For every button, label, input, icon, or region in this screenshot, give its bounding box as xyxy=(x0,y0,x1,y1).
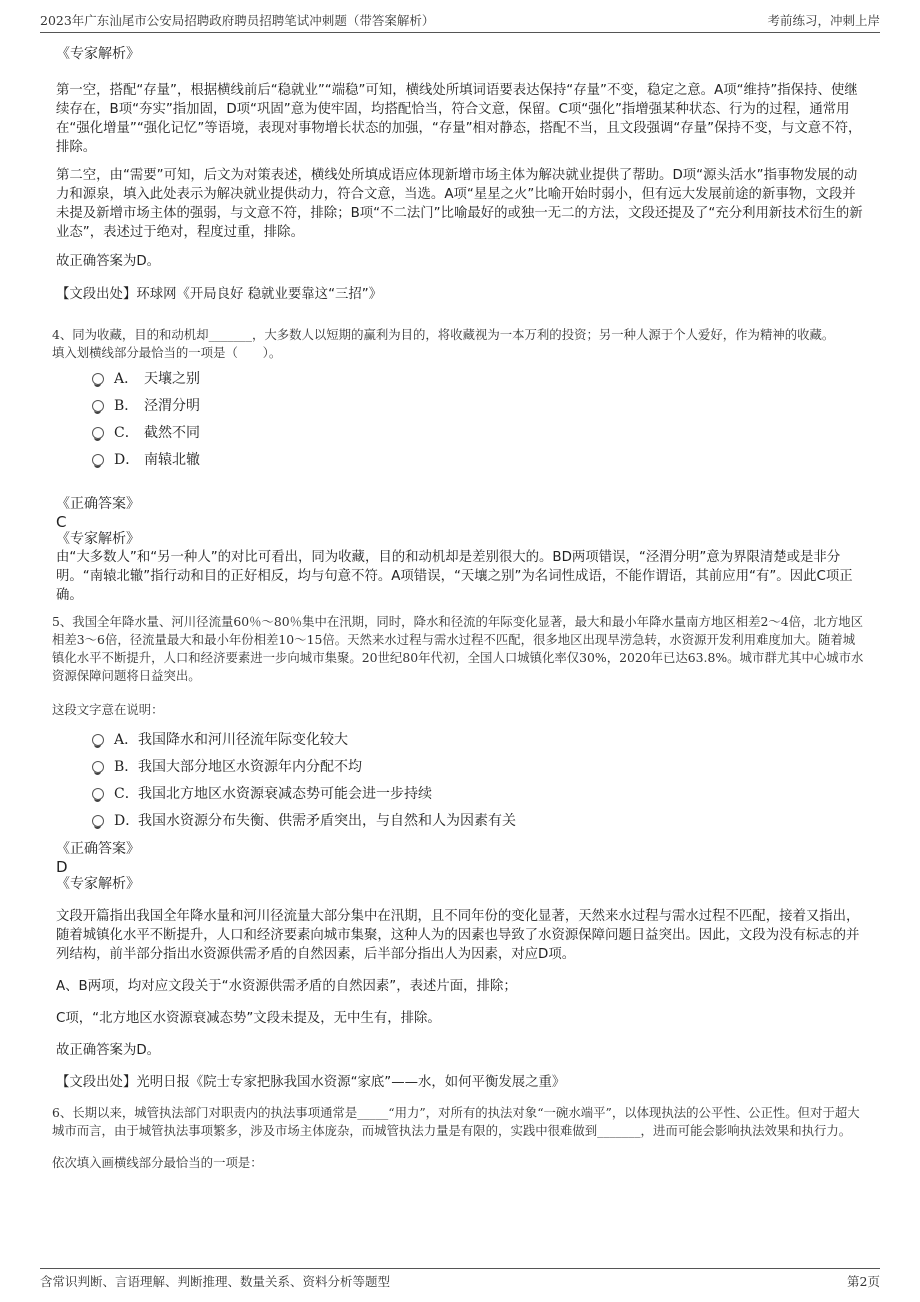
q5-stem: 5、我国全年降水量、河川径流量60％～80％集中在汛期，同时，降水和径流的年际变化显著，最大和最小年降水量南方地区相差2～4倍，北方地区相差3～6倍，径流量最大和最小年份相差10～15倍。天然来水过程与需水过程不匹配，很多地区出现旱涝急转，水资源开发利用难度加大。随着城镇化水平不断提升，人口和经济要素进一步向城市集聚。20世纪80年代初，全国人口城镇化率仅30%，2020年已达63.8%。城市群尤其中心城市水资源保障问题将日益突出。 xyxy=(52,614,864,683)
q5-source: 【文段出处】光明日报《院士专家把脉我国水资源“家底”——水，如何平衡发展之重》 xyxy=(56,1075,566,1090)
option-letter: B． xyxy=(114,398,139,414)
radio-button-icon[interactable] xyxy=(92,400,104,412)
option-text: 我国大部分地区水资源年内分配不均 xyxy=(138,759,362,775)
option-letter: C． xyxy=(114,425,139,441)
radio-button-icon[interactable] xyxy=(92,373,104,385)
q3-conclusion: 故正确答案为D。 xyxy=(56,254,161,269)
page-footer xyxy=(40,1268,880,1291)
option-letter: D． xyxy=(114,452,140,468)
q4-answer-label: 《正确答案》 xyxy=(56,496,140,512)
q4-option-d[interactable] xyxy=(92,449,866,476)
option-text: 泾渭分明 xyxy=(144,398,200,414)
page-content xyxy=(52,42,866,1172)
radio-button-icon[interactable] xyxy=(92,427,104,439)
q5-analysis-label: 《专家解析》 xyxy=(56,876,140,892)
q5-option-a[interactable] xyxy=(92,729,866,756)
option-letter: D． xyxy=(114,813,140,829)
page-number: 第2页 xyxy=(847,1274,880,1289)
q5-option-d[interactable] xyxy=(92,810,866,837)
q3-source: 【文段出处】环球网《开局良好 稳就业要靠这“三招”》 xyxy=(56,287,383,302)
footer-topics: 含常识判断、言语理解、判断推理、数量关系、资料分析等题型 xyxy=(40,1274,391,1289)
q4-stem: 4、同为收藏，目的和动机却_______，大多数人以短期的赢利为目的，将收藏视为一本万利的投资；另一种人源于个人爱好，作为精神的收藏。 xyxy=(52,327,835,342)
q3-analysis-para1: 第一空，搭配“存量”，根据横线前后“稳就业”“端稳”可知，横线处所填词语要表达保持“存量”不变，稳定之意。A项“维持”指保持、使继续存在，B项“夯实”指加固，D项“巩固”意为使牢固，均搭配恰当，符合文意，保留。C项“强化”指增强某种状态、行为的过程，通常用在“强化增量”“强化记忆”等语境，表现对事物增长状态的加强，“存量”相对静态，搭配不当，且文段强调“存量”保持不变，与文意不符，排除。 xyxy=(56,83,862,155)
radio-button-icon[interactable] xyxy=(92,454,104,466)
q5-option-b[interactable] xyxy=(92,756,866,783)
option-text: 天壤之别 xyxy=(144,371,200,387)
q5-option-c[interactable] xyxy=(92,783,866,810)
q5-analysis-para3: C项，“北方地区水资源衰减态势”文段未提及，无中生有，排除。 xyxy=(56,1011,441,1026)
q5-options xyxy=(56,729,866,837)
option-letter: C． xyxy=(114,786,139,802)
option-text: 我国降水和河川径流年际变化较大 xyxy=(138,732,348,748)
q5-conclusion: 故正确答案为D。 xyxy=(56,1043,161,1058)
q4-answer: C xyxy=(56,513,67,531)
option-letter: A． xyxy=(114,371,139,387)
document-title: 2023年广东汕尾市公安局招聘政府聘员招聘笔试冲刺题（带答案解析） xyxy=(40,13,435,28)
q4-options xyxy=(56,368,866,476)
radio-button-icon[interactable] xyxy=(92,761,104,773)
q6-stem: 6、长期以来，城管执法部门对职责内的执法事项通常是_____“用力”，对所有的执法对象“一碗水端平”，以体现执法的公平性、公正性。但对于超大城市而言，由于城管执法事项繁多，涉及市场主体庞杂，而城管执法力量是有限的，实践中很难做到_______，进而可能会影响执法效果和执行力。 xyxy=(52,1105,860,1138)
q4-analysis-label: 《专家解析》 xyxy=(56,531,140,547)
q5-answer-label: 《正确答案》 xyxy=(56,841,140,857)
option-text: 我国水资源分布失衡、供需矛盾突出，与自然和人为因素有关 xyxy=(138,813,516,829)
option-text: 南辕北辙 xyxy=(144,452,200,468)
q5-answer: D xyxy=(56,858,68,876)
q5-prompt: 这段文字意在说明： xyxy=(52,702,164,717)
q4-option-c[interactable] xyxy=(92,422,866,449)
q3-analysis-para2: 第二空，由“需要”可知，后文为对策表述，横线处所填成语应体现新增市场主体为解决就业提供了帮助。D项“源头活水”指事物发展的动力和源泉，填入此处表示为解决就业提供动力，符合文意，当选。A项“星星之火”比喻开始时弱小，但有远大发展前途的新事物，文段并未提及新增市场主体的强弱，与文意不符，排除；B项“不二法门”比喻最好的或独一无二的方法，文段还提及了“充分利用新技术衍生的新业态”，表述过于绝对，程度过重，排除。 xyxy=(56,168,863,240)
radio-button-icon[interactable] xyxy=(92,734,104,746)
option-text: 我国北方地区水资源衰减态势可能会进一步持续 xyxy=(138,786,432,802)
option-text: 截然不同 xyxy=(144,425,200,441)
q3-analysis-label: 《专家解析》 xyxy=(56,46,140,62)
q4-prompt: 填入划横线部分最恰当的一项是（ ）。 xyxy=(52,345,282,360)
q4-analysis: 由“大多数人”和“另一种人”的对比可看出，同为收藏，目的和动机却是差别很大的。BD两项错误，“泾渭分明”意为界限清楚或是非分明。“南辕北辙”指行动和目的正好相反，均与句意不符。A项错误，“天壤之别”为名词性成语，不能作谓语，其前应用“有”。因此C项正确。 xyxy=(56,550,853,603)
radio-button-icon[interactable] xyxy=(92,815,104,827)
option-letter: B． xyxy=(114,759,139,775)
q5-analysis-para2: A、B两项，均对应文段关于“水资源供需矛盾的自然因素”，表述片面，排除； xyxy=(56,979,517,994)
page-header xyxy=(40,10,880,33)
q6-prompt: 依次填入画横线部分最恰当的一项是： xyxy=(52,1155,263,1170)
header-slogan: 考前练习，冲刺上岸 xyxy=(767,13,880,28)
q4-option-a[interactable] xyxy=(92,368,866,395)
q4-option-b[interactable] xyxy=(92,395,866,422)
radio-button-icon[interactable] xyxy=(92,788,104,800)
q5-analysis-para1: 文段开篇指出我国全年降水量和河川径流量大部分集中在汛期，且不同年份的变化显著，天然来水过程与需水过程不匹配，接着又指出，随着城镇化水平不断提升，人口和经济要素向城市集聚，这种人为的因素也导致了水资源保障问题日益突出。因此，文段为没有标志的并列结构，前半部分指出水资源供需矛盾的自然因素，后半部分指出人为因素，对应D项。 xyxy=(56,909,860,962)
option-letter: A． xyxy=(114,732,139,748)
